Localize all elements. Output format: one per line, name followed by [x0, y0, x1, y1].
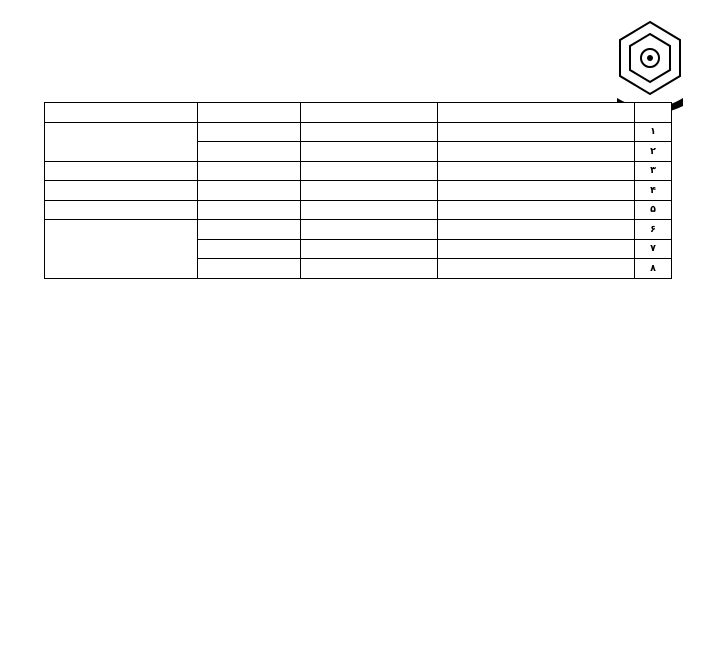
row-base-price — [198, 220, 301, 240]
tender-table — [44, 102, 672, 279]
row-method — [301, 142, 438, 162]
row-title — [438, 161, 635, 181]
row-method — [301, 122, 438, 142]
row-base-price — [198, 200, 301, 220]
row-title — [438, 239, 635, 259]
table-row — [45, 220, 672, 240]
row-deposit — [45, 220, 198, 279]
row-deposit — [45, 181, 198, 201]
publication-dates — [140, 577, 683, 580]
table-row — [45, 181, 672, 201]
row-number: ۵ — [635, 200, 672, 220]
row-number: ۴ — [635, 181, 672, 201]
header-base-price — [198, 103, 301, 123]
row-base-price — [198, 161, 301, 181]
row-base-price — [198, 181, 301, 201]
row-number: ۷ — [635, 239, 672, 259]
row-method — [301, 220, 438, 240]
row-base-price — [198, 142, 301, 162]
table-row — [45, 161, 672, 181]
row-title — [438, 220, 635, 240]
row-deposit — [45, 200, 198, 220]
table-row — [45, 122, 672, 142]
row-base-price — [198, 259, 301, 279]
row-title — [438, 200, 635, 220]
row-title — [438, 181, 635, 201]
row-method — [301, 239, 438, 259]
row-number: ۱ — [635, 122, 672, 142]
table-header-row — [45, 103, 672, 123]
row-number: ۳ — [635, 161, 672, 181]
row-method — [301, 259, 438, 279]
row-method — [301, 161, 438, 181]
row-title — [438, 259, 635, 279]
row-base-price — [198, 239, 301, 259]
table-row — [45, 200, 672, 220]
row-deposit — [45, 161, 198, 181]
row-title — [438, 122, 635, 142]
header-method — [301, 103, 438, 123]
row-number: ۲ — [635, 142, 672, 162]
row-base-price — [198, 122, 301, 142]
header-row-number — [635, 103, 672, 123]
row-number: ۸ — [635, 259, 672, 279]
row-title — [438, 142, 635, 162]
row-deposit — [45, 122, 198, 161]
row-number: ۶ — [635, 220, 672, 240]
header-deposit — [45, 103, 198, 123]
row-method — [301, 200, 438, 220]
header-title — [438, 103, 635, 123]
row-method — [301, 181, 438, 201]
